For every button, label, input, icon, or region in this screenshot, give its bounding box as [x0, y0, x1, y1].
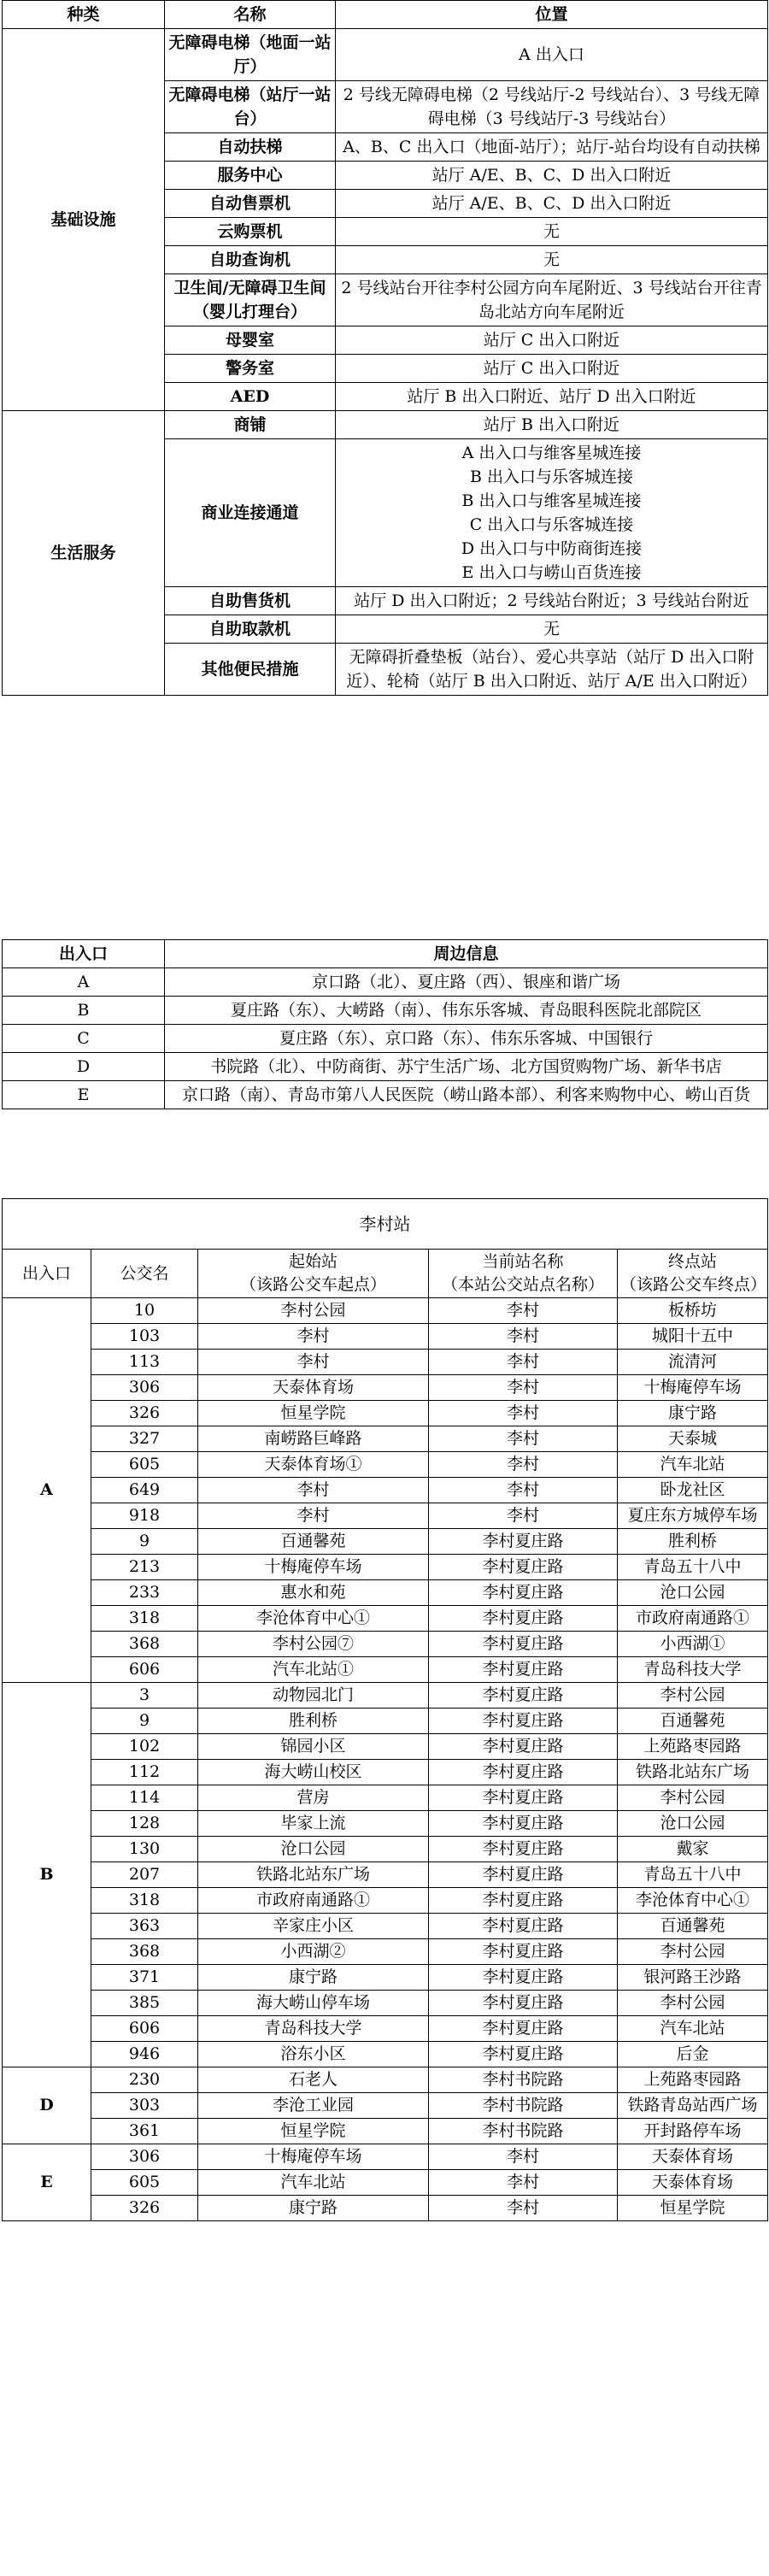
bus-route: 605	[91, 1452, 198, 1478]
bus-start-station: 百通馨苑	[198, 1529, 429, 1555]
surroundings-exit: C	[3, 1025, 165, 1053]
facility-location: 2 号线站台开往李村公园方向车尾附近、3 号线站台开往青岛北站方向车尾附近	[336, 274, 768, 326]
bus-end-station: 夏庄东方城停车场	[618, 1503, 768, 1529]
facility-location: 站厅 A/E、B、C、D 出入口附近	[336, 190, 768, 218]
bus-start-station: 汽车北站	[198, 2170, 429, 2196]
bus-exit: B	[3, 1683, 91, 2067]
bus-end-station: 李村公园	[618, 1939, 768, 1965]
facility-name: 母婴室	[165, 326, 336, 355]
facility-name: 商铺	[165, 411, 336, 439]
bus-start-station: 海大崂山校区	[198, 1760, 429, 1785]
bus-start-station: 康宁路	[198, 1965, 429, 1991]
bus-route: 363	[91, 1914, 198, 1939]
bus-start-station: 青岛科技大学	[198, 2016, 429, 2042]
bus-end-station: 铁路青岛站西广场	[618, 2093, 768, 2119]
bus-header-route: 公交名	[91, 1250, 198, 1298]
bus-end-station: 市政府南通路①	[618, 1606, 768, 1632]
bus-route: 385	[91, 1991, 198, 2016]
bus-row	[3, 2119, 768, 2144]
bus-row	[3, 1324, 768, 1350]
bus-end-station: 戴家	[618, 1837, 768, 1862]
facility-name: 云购票机	[165, 218, 336, 246]
bus-current-station: 李村	[429, 1478, 618, 1503]
bus-row	[3, 1580, 768, 1606]
bus-start-station: 沧口公园	[198, 1837, 429, 1862]
bus-end-station: 上苑路枣园路	[618, 1734, 768, 1760]
facility-name: 自助查询机	[165, 246, 336, 274]
bus-route: 371	[91, 1965, 198, 1991]
facility-location: 站厅 A/E、B、C、D 出入口附近	[336, 162, 768, 190]
facility-name: 警务室	[165, 355, 336, 383]
bus-current-station: 李村夏庄路	[429, 1785, 618, 1811]
bus-start-station: 李沧体育中心①	[198, 1606, 429, 1632]
bus-start-station: 辛家庄小区	[198, 1914, 429, 1939]
bus-route: 918	[91, 1503, 198, 1529]
bus-start-station: 李村	[198, 1478, 429, 1503]
bus-start-station: 营房	[198, 1785, 429, 1811]
bus-current-station: 李村夏庄路	[429, 1580, 618, 1606]
surroundings-info: 夏庄路（东）、京口路（东）、伟东乐客城、中国银行	[165, 1025, 768, 1053]
bus-route: 102	[91, 1734, 198, 1760]
bus-row	[3, 1862, 768, 1888]
bus-route: 605	[91, 2170, 198, 2196]
bus-current-station: 李村夏庄路	[429, 1683, 618, 1709]
bus-route: 649	[91, 1478, 198, 1503]
bus-start-station: 石老人	[198, 2067, 429, 2093]
bus-start-station: 动物园北门	[198, 1683, 429, 1709]
bus-route: 112	[91, 1760, 198, 1785]
surroundings-header-row	[3, 940, 768, 968]
bus-start-station: 惠水和苑	[198, 1580, 429, 1606]
bus-row	[3, 1837, 768, 1862]
bus-start-station: 天泰体育场①	[198, 1452, 429, 1478]
bus-header-current: 当前站名称 （本站公交站点名称）	[429, 1250, 618, 1298]
bus-current-station: 李村夏庄路	[429, 1734, 618, 1760]
bus-end-station: 小西湖①	[618, 1632, 768, 1657]
bus-start-station: 康宁路	[198, 2196, 429, 2221]
facility-name: AED	[165, 383, 336, 411]
bus-start-station: 市政府南通路①	[198, 1888, 429, 1914]
bus-start-station: 毕家上流	[198, 1811, 429, 1837]
header-category: 种类	[3, 1, 165, 29]
facility-category: 生活服务	[3, 411, 165, 696]
bus-end-station: 天泰体育场	[618, 2144, 768, 2170]
bus-end-station: 青岛五十八中	[618, 1862, 768, 1888]
bus-row	[3, 1503, 768, 1529]
bus-route: 230	[91, 2067, 198, 2093]
bus-route: 306	[91, 1375, 198, 1401]
bus-exit: D	[3, 2067, 91, 2144]
bus-row	[3, 1709, 768, 1734]
bus-header-end: 终点站 （该路公交车终点）	[618, 1250, 768, 1298]
bus-end-station: 李村公园	[618, 1991, 768, 2016]
bus-current-station: 李村夏庄路	[429, 1555, 618, 1580]
facility-location: A 出入口与维客星城连接 B 出入口与乐客城连接 B 出入口与维客星城连接 C 出入口与乐客城连接 D 出入口与中防商街连接 E 出入口与崂山百货连接	[336, 439, 768, 587]
bus-end-station: 天泰体育场	[618, 2170, 768, 2196]
bus-end-station: 银河路王沙路	[618, 1965, 768, 1991]
bus-current-station: 李村夏庄路	[429, 1939, 618, 1965]
bus-row	[3, 2042, 768, 2067]
facility-location: 2 号线无障碍电梯（2 号线站厅-2 号线站台）、3 号线无障碍电梯（3 号线站厅-3 号线站台）	[336, 81, 768, 133]
bus-current-station: 李村	[429, 2196, 618, 2221]
facility-name: 服务中心	[165, 162, 336, 190]
bus-current-station: 李村夏庄路	[429, 1914, 618, 1939]
surroundings-row	[3, 1025, 768, 1053]
bus-start-station: 南崂路巨峰路	[198, 1426, 429, 1452]
bus-current-station: 李村书院路	[429, 2093, 618, 2119]
bus-end-station: 城阳十五中	[618, 1324, 768, 1350]
bus-current-station: 李村夏庄路	[429, 1657, 618, 1683]
bus-row	[3, 1683, 768, 1709]
bus-row	[3, 1375, 768, 1401]
surroundings-table	[2, 939, 768, 1109]
bus-route: 306	[91, 2144, 198, 2170]
bus-route: 326	[91, 1401, 198, 1426]
bus-start-station: 胜利桥	[198, 1709, 429, 1734]
bus-end-station: 汽车北站	[618, 1452, 768, 1478]
bus-current-station: 李村夏庄路	[429, 1760, 618, 1785]
bus-row	[3, 1606, 768, 1632]
bus-row	[3, 1298, 768, 1324]
bus-exit: E	[3, 2144, 91, 2221]
bus-route: 103	[91, 1324, 198, 1350]
bus-end-station: 百通馨苑	[618, 1914, 768, 1939]
bus-route: 213	[91, 1555, 198, 1580]
facility-category: 基础设施	[3, 29, 165, 411]
bus-row	[3, 1401, 768, 1426]
bus-current-station: 李村	[429, 1298, 618, 1324]
bus-start-station: 汽车北站①	[198, 1657, 429, 1683]
bus-end-station: 百通馨苑	[618, 1709, 768, 1734]
bus-end-station: 板桥坊	[618, 1298, 768, 1324]
bus-end-station: 青岛科技大学	[618, 1657, 768, 1683]
facility-location: 无	[336, 615, 768, 644]
facility-name: 无障碍电梯（站厅一站台）	[165, 81, 336, 133]
facility-name: 卫生间/无障碍卫生间（婴儿打理台）	[165, 274, 336, 326]
bus-route: 946	[91, 2042, 198, 2067]
bus-end-station: 李沧体育中心①	[618, 1888, 768, 1914]
bus-end-station: 李村公园	[618, 1785, 768, 1811]
bus-row	[3, 2016, 768, 2042]
facility-name: 自助售货机	[165, 587, 336, 615]
bus-end-station: 恒星学院	[618, 2196, 768, 2221]
bus-end-station: 天泰城	[618, 1426, 768, 1452]
bus-current-station: 李村	[429, 1350, 618, 1375]
bus-route: 113	[91, 1350, 198, 1375]
bus-row	[3, 2170, 768, 2196]
surroundings-info: 书院路（北）、中防商街、苏宁生活广场、北方国贸购物广场、新华书店	[165, 1053, 768, 1081]
bus-row	[3, 1632, 768, 1657]
bus-row	[3, 1452, 768, 1478]
bus-route: 606	[91, 1657, 198, 1683]
bus-start-station: 李村公园	[198, 1298, 429, 1324]
bus-title-row	[3, 1199, 768, 1250]
bus-start-station: 李村	[198, 1324, 429, 1350]
bus-route: 361	[91, 2119, 198, 2144]
bus-end-station: 开封路停车场	[618, 2119, 768, 2144]
bus-current-station: 李村夏庄路	[429, 1529, 618, 1555]
bus-current-station: 李村夏庄路	[429, 2042, 618, 2067]
bus-current-station: 李村夏庄路	[429, 1862, 618, 1888]
bus-current-station: 李村	[429, 1452, 618, 1478]
bus-start-station: 恒星学院	[198, 2119, 429, 2144]
bus-route: 368	[91, 1939, 198, 1965]
bus-row	[3, 1965, 768, 1991]
bus-route: 233	[91, 1580, 198, 1606]
facility-name: 自动扶梯	[165, 133, 336, 162]
bus-start-station: 李村公园⑦	[198, 1632, 429, 1657]
bus-start-station: 李沧工业园	[198, 2093, 429, 2119]
bus-end-station: 十梅庵停车场	[618, 1375, 768, 1401]
bus-current-station: 李村夏庄路	[429, 1965, 618, 1991]
bus-current-station: 李村夏庄路	[429, 1991, 618, 2016]
bus-current-station: 李村夏庄路	[429, 1811, 618, 1837]
bus-current-station: 李村书院路	[429, 2067, 618, 2093]
bus-current-station: 李村夏庄路	[429, 1888, 618, 1914]
bus-route: 128	[91, 1811, 198, 1837]
facility-name: 无障碍电梯（地面一站厅）	[165, 29, 336, 81]
bus-route: 318	[91, 1888, 198, 1914]
bus-route: 318	[91, 1606, 198, 1632]
facility-location: A 出入口	[336, 29, 768, 81]
bus-start-station: 海大崂山停车场	[198, 1991, 429, 2016]
facilities-table	[2, 0, 768, 696]
bus-start-station: 天泰体育场	[198, 1375, 429, 1401]
bus-start-station: 小西湖②	[198, 1939, 429, 1965]
bus-start-station: 铁路北站东广场	[198, 1862, 429, 1888]
bus-route: 3	[91, 1683, 198, 1709]
bus-route: 606	[91, 2016, 198, 2042]
bus-end-station: 沧口公园	[618, 1580, 768, 1606]
bus-current-station: 李村	[429, 2144, 618, 2170]
bus-start-station: 李村	[198, 1503, 429, 1529]
surroundings-exit: A	[3, 968, 165, 997]
bus-start-station: 十梅庵停车场	[198, 1555, 429, 1580]
bus-start-station: 李村	[198, 1350, 429, 1375]
bus-row	[3, 1350, 768, 1375]
bus-route: 303	[91, 2093, 198, 2119]
bus-header-row	[3, 1250, 768, 1298]
bus-exit: A	[3, 1298, 91, 1683]
bus-row	[3, 1914, 768, 1939]
bus-row	[3, 1811, 768, 1837]
surroundings-exit: B	[3, 997, 165, 1025]
bus-end-station: 铁路北站东广场	[618, 1760, 768, 1785]
header-info: 周边信息	[165, 940, 768, 968]
bus-row	[3, 1529, 768, 1555]
bus-route: 10	[91, 1298, 198, 1324]
surroundings-row	[3, 1053, 768, 1081]
facility-location: A、B、C 出入口（地面-站厅）；站厅-站台均设有自动扶梯	[336, 133, 768, 162]
facility-name: 自助取款机	[165, 615, 336, 644]
bus-end-station: 青岛五十八中	[618, 1555, 768, 1580]
facility-name: 商业连接通道	[165, 439, 336, 587]
bus-row	[3, 2067, 768, 2093]
facility-name: 其他便民措施	[165, 644, 336, 696]
facility-location: 无障碍折叠垫板（站台）、爱心共享站（站厅 D 出入口附近）、轮椅（站厅 B 出入口附近、站厅 A/E 出入口附近）	[336, 644, 768, 696]
facility-location: 无	[336, 218, 768, 246]
facility-location: 无	[336, 246, 768, 274]
bus-end-station: 上苑路枣园路	[618, 2067, 768, 2093]
bus-route: 114	[91, 1785, 198, 1811]
bus-row	[3, 1991, 768, 2016]
facility-row	[3, 411, 768, 439]
facility-row	[3, 29, 768, 81]
bus-current-station: 李村书院路	[429, 2119, 618, 2144]
bus-table	[2, 1198, 768, 2221]
bus-route: 368	[91, 1632, 198, 1657]
facilities-header-row	[3, 1, 768, 29]
header-name: 名称	[165, 1, 336, 29]
bus-current-station: 李村	[429, 1324, 618, 1350]
bus-route: 327	[91, 1426, 198, 1452]
bus-row	[3, 1888, 768, 1914]
bus-start-station: 锦园小区	[198, 1734, 429, 1760]
facility-location: 站厅 C 出入口附近	[336, 355, 768, 383]
bus-current-station: 李村	[429, 1401, 618, 1426]
bus-row	[3, 1939, 768, 1965]
bus-route: 326	[91, 2196, 198, 2221]
bus-row	[3, 1785, 768, 1811]
bus-start-station: 浴东小区	[198, 2042, 429, 2067]
bus-current-station: 李村	[429, 1503, 618, 1529]
bus-row	[3, 1657, 768, 1683]
surroundings-row	[3, 968, 768, 997]
bus-table-title: 李村站	[3, 1199, 768, 1250]
bus-current-station: 李村夏庄路	[429, 2016, 618, 2042]
surroundings-exit: E	[3, 1081, 165, 1109]
bus-route: 9	[91, 1529, 198, 1555]
bus-route: 130	[91, 1837, 198, 1862]
header-location: 位置	[336, 1, 768, 29]
surroundings-row	[3, 1081, 768, 1109]
bus-end-station: 汽车北站	[618, 2016, 768, 2042]
facility-location: 站厅 B 出入口附近	[336, 411, 768, 439]
facility-location: 站厅 C 出入口附近	[336, 326, 768, 355]
bus-row	[3, 1760, 768, 1785]
bus-route: 207	[91, 1862, 198, 1888]
bus-route: 9	[91, 1709, 198, 1734]
bus-end-station: 康宁路	[618, 1401, 768, 1426]
facility-location: 站厅 D 出入口附近；2 号线站台附近；3 号线站台附近	[336, 587, 768, 615]
bus-end-station: 李村公园	[618, 1683, 768, 1709]
bus-current-station: 李村	[429, 1375, 618, 1401]
bus-start-station: 恒星学院	[198, 1401, 429, 1426]
surroundings-info: 京口路（南）、青岛市第八人民医院（崂山路本部）、利客来购物中心、崂山百货	[165, 1081, 768, 1109]
header-exit: 出入口	[3, 940, 165, 968]
surroundings-info: 夏庄路（东）、大崂路（南）、伟东乐客城、青岛眼科医院北部院区	[165, 997, 768, 1025]
bus-row	[3, 2196, 768, 2221]
bus-row	[3, 1426, 768, 1452]
bus-current-station: 李村夏庄路	[429, 1632, 618, 1657]
facility-location: 站厅 B 出入口附近、站厅 D 出入口附近	[336, 383, 768, 411]
bus-row	[3, 1478, 768, 1503]
bus-current-station: 李村	[429, 1426, 618, 1452]
bus-row	[3, 1555, 768, 1580]
bus-end-station: 流清河	[618, 1350, 768, 1375]
bus-start-station: 十梅庵停车场	[198, 2144, 429, 2170]
surroundings-exit: D	[3, 1053, 165, 1081]
bus-current-station: 李村夏庄路	[429, 1837, 618, 1862]
facility-name: 自动售票机	[165, 190, 336, 218]
bus-end-station: 后金	[618, 2042, 768, 2067]
bus-row	[3, 1734, 768, 1760]
bus-end-station: 胜利桥	[618, 1529, 768, 1555]
bus-header-start: 起始站 （该路公交车起点）	[198, 1250, 429, 1298]
bus-current-station: 李村	[429, 2170, 618, 2196]
bus-end-station: 沧口公园	[618, 1811, 768, 1837]
bus-current-station: 李村夏庄路	[429, 1709, 618, 1734]
surroundings-info: 京口路（北）、夏庄路（西）、银座和谐广场	[165, 968, 768, 997]
bus-current-station: 李村夏庄路	[429, 1606, 618, 1632]
bus-end-station: 卧龙社区	[618, 1478, 768, 1503]
surroundings-row	[3, 997, 768, 1025]
bus-row	[3, 2144, 768, 2170]
bus-row	[3, 2093, 768, 2119]
bus-header-exit: 出入口	[3, 1250, 91, 1298]
